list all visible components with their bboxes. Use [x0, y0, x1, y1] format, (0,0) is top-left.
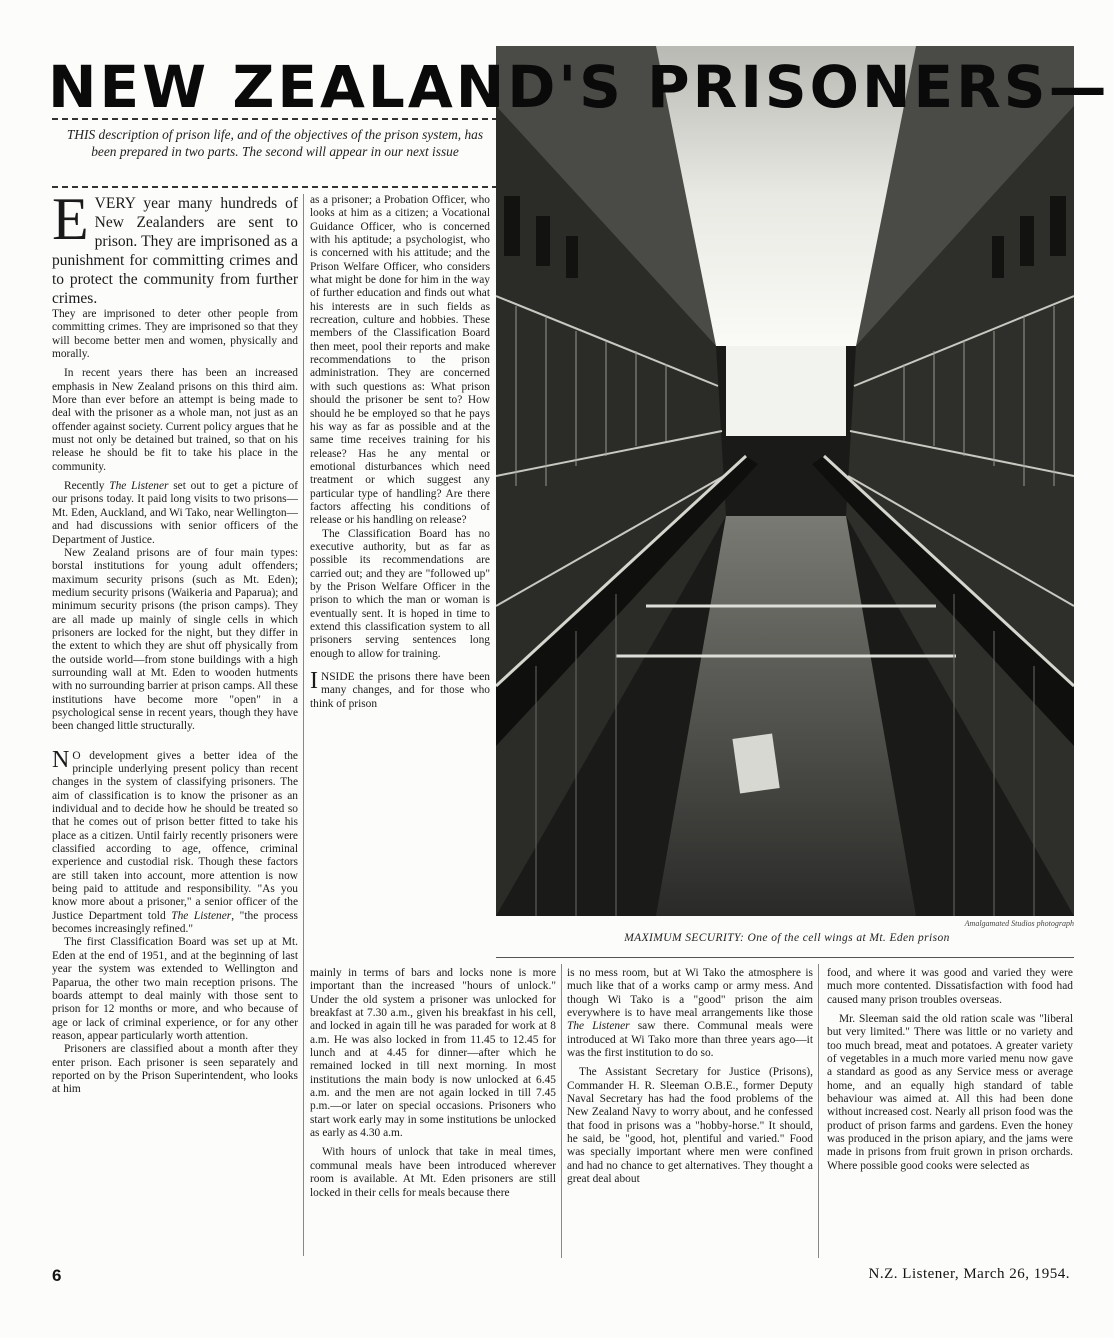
section-paragraph: INSIDE the prisons there have been many changes, and for those who think of prison	[310, 668, 490, 710]
paragraph: In recent years there has been an increased emphasis in New Zealand prisons on this third aim. More than ever before an attempt is being made to deal with the prisoner as a whole man, not just as an offender against society. Current policy argues that he must not only be detained but trained, so that on his release he should be fit to take his place in the community.	[52, 367, 298, 473]
paragraph: With hours of unlock that take in meal times, communal meals have been introduced wherever room is available. At Mt. Eden prisoners are still locked in their cells for meals because there	[310, 1146, 556, 1199]
column-4	[567, 967, 813, 1259]
publication-footer: N.Z. Listener, March 26, 1954.	[868, 1266, 1070, 1282]
paragraph: Recently The Listener set out to get a picture of our prisons today. It paid long visits to two prisons—Mt. Eden, Auckland, and Wi Tako, near Wellington—and had discussions with senior officers of the Department of Justice.	[52, 480, 298, 546]
column-rule	[818, 964, 819, 1258]
caption-lead: MAXIMUM SECURITY:	[624, 932, 745, 944]
publication-name: The Listener	[567, 1020, 630, 1033]
publication-name: The Listener	[109, 480, 169, 493]
paragraph: Mr. Sleeman said the old ration scale was "liberal but very limited." There was little or no variety and too much bread, meat and potatoes. A greater variety of vegetables in a much more varied menu now gave a standard as good as any Service mess or average home, and an equally high standard of table behaviour was aimed at. All this had been done without increased cost. Nearly all prison food was the product of prison farms and gardens. Even the honey was produced in the prison apiary, and the jams were made in prisons from fruit grown in prison orchards. Where possible good cooks were selected as	[827, 1013, 1073, 1172]
prison-photo	[496, 46, 1074, 916]
lead-paragraph: EVERY year many hundreds of New Zealanders are sent to prison. They are imprisoned as a punishment for committing crimes and to protect the community from further crimes.	[52, 194, 298, 307]
paragraph: New Zealand prisons are of four main types: borstal institutions for young adult offenders; maximum security prisons (such as Mt. Eden); medium security prisons (Waikeria and Paparua); and minimum security prisons (the prison camps). They are all made up mainly of single cells in which prisoners are locked for the night, but they differ in the extent to which they are shut off physically from the outside world—from stone buildings with a high surrounding wall at Mt. Eden to wooden hutments with no surrounding barrier at prison camps. All these institutions have become more "open" in a psychological sense in recent years, though they have been changed little structurally.	[52, 546, 298, 733]
paragraph: They are imprisoned to deter other people from committing crimes. They are imprisoned so that they will become better men and women, physically and morally.	[52, 308, 298, 361]
caption-rule	[496, 957, 1074, 958]
cell-wing-illustration	[496, 46, 1074, 916]
headline: NEW ZEALAND'S PRISONERS—	[48, 53, 1110, 121]
column-5	[827, 967, 1073, 1259]
paragraph: food, and where it was good and varied they were much more contented. Dissatisfaction with food had caused many prison troubles overseas.	[827, 967, 1073, 1006]
paragraph: mainly in terms of bars and locks none is more important than the increased "hours of unlock." Under the old system a prisoner was unlocked for breakfast at 7.30 a.m., given his breakfast in his cell, and locked in again till he was paraded for work at 8 a.m. He was also locked in from 11.45 to 12.45 for lunch and at 4.45 for dinner—after which he remained locked in till next morning. In most institutions the main body is now unlocked at 6.45 a.m. and the men are not again locked in till 7.45 p.m.—or later on special occasions. Prisoners who start work early may in some institutions be unlocked as early as 4.30 a.m.	[310, 967, 556, 1140]
drop-cap: E	[52, 194, 89, 252]
column-3	[310, 967, 556, 1259]
paragraph: as a prisoner; a Probation Officer, who looks at him as a citizen; a Vocational Guidance Officer, who is concerned with his aptitude; a psychologist, who is concerned with his attitude; and the Prison Welfare Officer, who considers what might be done for him in the way of further education and finds out what his interests are in such fields as recreation, culture and hobbies. These members of the Classification Board then meet, pool their reports and make recommendations to the prison administration. They are concerned with such questions as: What prison should the prisoner be sent to? How should he be employed so that he pays his way as far as possible and at the same time receives training for his release? Has he any mental or emotional disturbances which need treatment or which suggest any particular type of handling? Are there factors affecting his conditions of release or his handling on release?	[310, 194, 490, 527]
publication-name: The Listener	[171, 909, 232, 922]
column-2	[310, 194, 490, 969]
photo-credit: Amalgamated Studios photograph	[964, 919, 1074, 928]
paragraph: The Assistant Secretary for Justice (Prisons), Commander H. R. Sleeman O.B.E., former Deputy Naval Secretary has had the food problems of the New Zealand Navy to worry about, and he confessed that food in prisons was a "hobby-horse." It should, he said, be "good, hot, plentiful and varied." Food was specially important where men were confined and had no chance to get alternatives. They thought a great deal about	[567, 1066, 813, 1186]
column-rule	[303, 194, 304, 1256]
section-paragraph: N O development gives a better idea of the principle underlying present policy than recent changes in the system of classifying prisoners. The aim of classification is to know the prisoner as an individual and to decide how he should be treated so that he comes out of prison better fitted to take his place as a citizen. Until fairly recently prisoners were classified according to age, offence, criminal experience and custodial risk. Though these factors are still taken into account, more attention is now being paid to attitude and responsibility. "As you know more about a prisoner," a senior officer of the Justice Department told The Listener, "the process becomes increasingly refined."	[52, 746, 298, 936]
column-rule	[561, 964, 562, 1258]
paragraph: Prisoners are classified about a month after they enter prison. Each prisoner is seen separately and reported on by the Prison Superintendent, who looks at him	[52, 1043, 298, 1096]
drop-cap: N	[52, 746, 70, 773]
paragraph: The Classification Board has no executive authority, but as far as possible its recommendations are carried out; and they are "followed up" by the Prison Welfare Officer in the prison to which the man or woman is eventually sent. It is hoped in time to extend this classification system to all prisoners serving sentences long enough to allow for training.	[310, 527, 490, 660]
intro-note: THIS description of prison life, and of the objectives of the prison system, has been prepared in two parts. The second will appear in our next issue	[52, 118, 498, 188]
column-1	[52, 194, 298, 1256]
photo-caption: MAXIMUM SECURITY: One of the cell wings at Mt. Eden prison	[624, 932, 950, 944]
paragraph: is no mess room, but at Wi Tako the atmosphere is much like that of a works camp or army mess. And though Wi Tako is a "good" prison the aim everywhere is to have meal arrangements like those The Listener saw there. Communal meals were introduced at Wi Tako more than three years ago—it was the first institution to do so.	[567, 967, 813, 1060]
paragraph: The first Classification Board was set up at Mt. Eden at the end of 1951, and at the beginning of last year the system was extended to Wellington and Paparua, the other two main reception prisons. The boards attempt to deal mainly with those sent to prison for 12 months or more, and who because of age or lack of criminal experience, or for any other reason, appear particularly worth attention.	[52, 936, 298, 1042]
page-number: 6	[52, 1266, 62, 1285]
drop-cap: I	[310, 668, 318, 695]
